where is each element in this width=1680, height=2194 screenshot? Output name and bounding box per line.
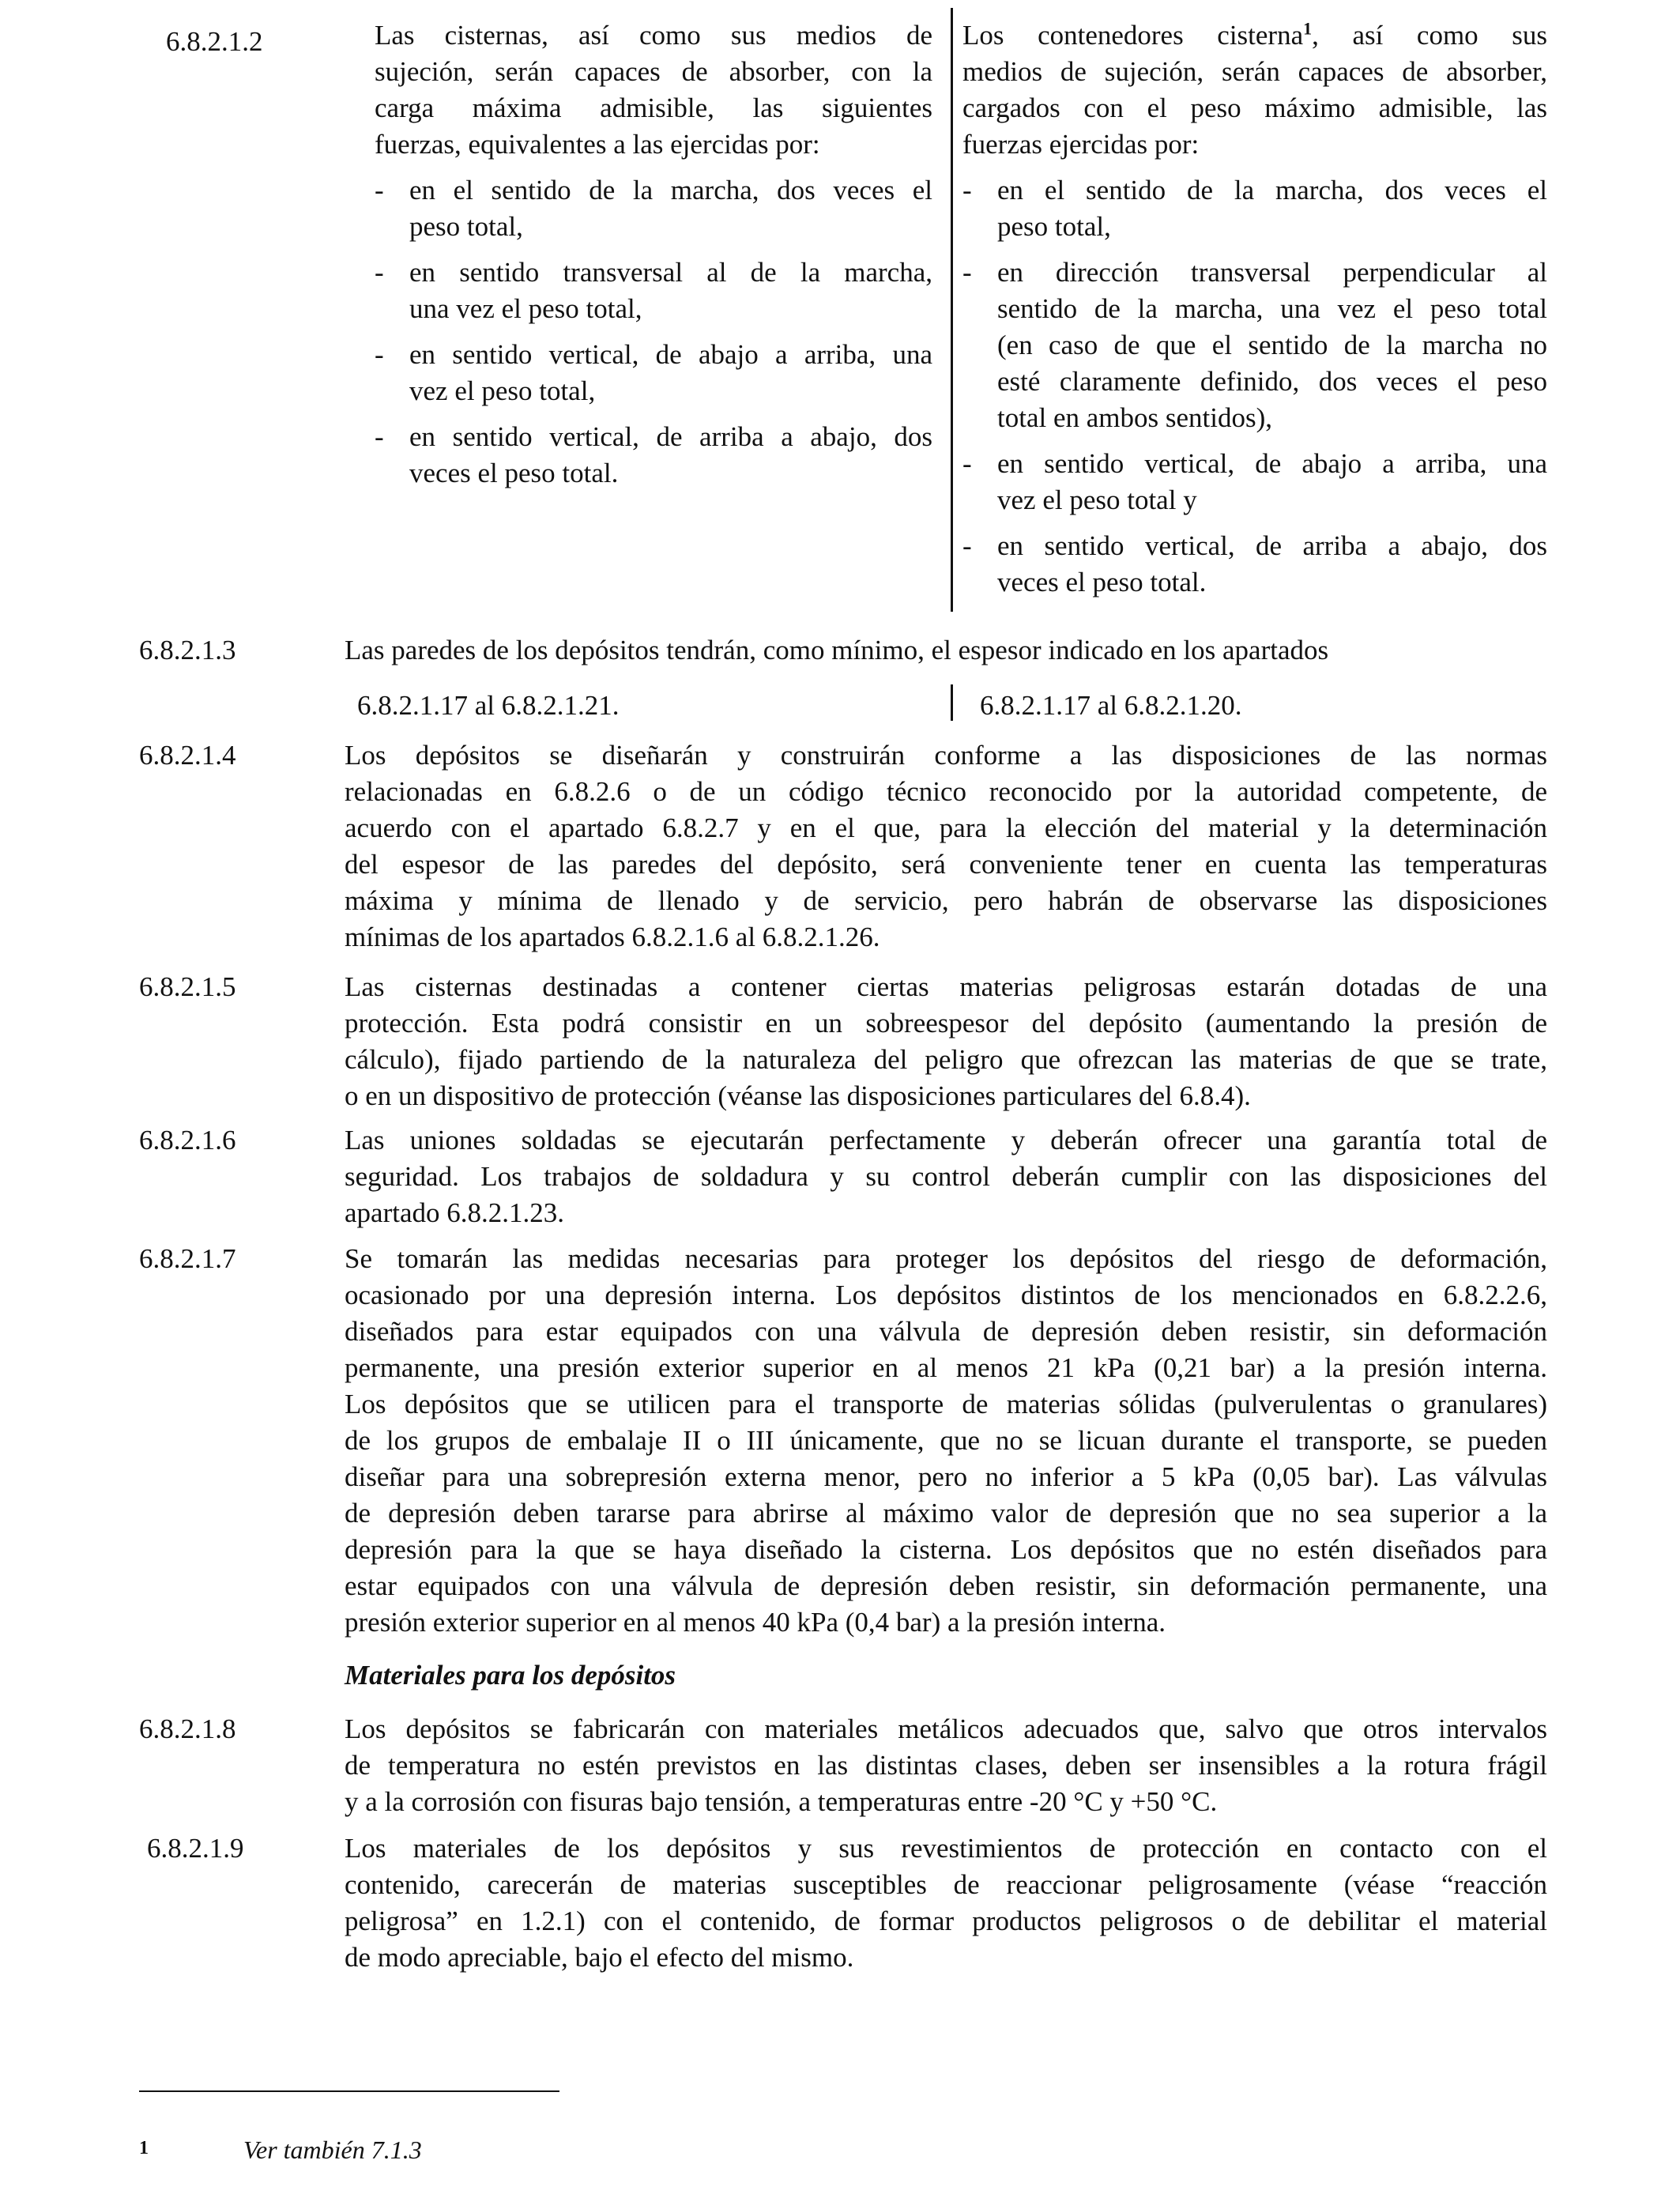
right-column	[962, 17, 1547, 601]
text-line: Las cisternas destinadas a contener ciertas materias peligrosas estarán dotadas de una	[345, 971, 1547, 1002]
text-line: total en ambos sentidos),	[997, 402, 1273, 433]
paragraph	[345, 1711, 1547, 1820]
text-line: peso total,	[997, 211, 1111, 242]
footnote-ref: 1	[1303, 18, 1313, 39]
text-line: estar equipados con una válvula de depresión deben resistir, sin deformación permanente, una	[345, 1570, 1547, 1601]
paragraph	[345, 969, 1547, 1114]
list-item	[375, 337, 932, 409]
footnote-mark: 1	[139, 2138, 149, 2158]
text-line: depresión para la que se haya diseñado la cisterna. Los depósitos que no estén diseñados para	[345, 1534, 1547, 1565]
text-line: apartado 6.8.2.1.23.	[345, 1197, 564, 1228]
section-number: 6.8.2.1.8	[139, 1713, 236, 1744]
footnote-separator	[139, 2090, 559, 2092]
text-line: protección. Esta podrá consistir en un sobreespesor del depósito (aumentando la presión de	[345, 1008, 1547, 1039]
paragraph	[345, 737, 1547, 956]
text-line: sujeción, serán capaces de absorber, con la	[375, 56, 932, 87]
text-line: (en caso de que el sentido de la marcha no	[997, 330, 1547, 360]
paragraph	[345, 1830, 1547, 1976]
text-line: vez el peso total y	[997, 484, 1197, 515]
text-line: en sentido vertical, de abajo a arriba, una	[997, 448, 1547, 479]
text-line: en sentido vertical, de arriba a abajo, dos	[409, 421, 932, 452]
text-line: relacionadas en 6.8.2.6 o de un código técnico reconocido por la autoridad competente, de	[345, 776, 1547, 807]
text-line: diseñar para una sobrepresión externa menor, pero no inferior a 5 kPa (0,05 bar). Las válvulas	[345, 1461, 1547, 1492]
left-column	[375, 17, 932, 492]
text-line: Las cisternas, así como sus medios de	[375, 20, 932, 51]
list-item	[375, 419, 932, 492]
list-item	[962, 254, 1547, 436]
text-line: cargados con el peso máximo admisible, las	[962, 92, 1547, 123]
text-line: veces el peso total.	[409, 458, 619, 488]
text-line: carga máxima admisible, las siguientes	[375, 92, 932, 123]
text-line: del espesor de las paredes del depósito, será conveniente tener en cuenta las temperaturas	[345, 849, 1547, 880]
dash-marker: -	[962, 257, 972, 288]
section-number: 6.8.2.1.4	[139, 740, 236, 771]
text-line: en dirección transversal perpendicular al	[997, 257, 1547, 288]
paragraph	[345, 1241, 1547, 1641]
text-line: esté claramente definido, dos veces el peso	[997, 366, 1547, 397]
section-number: 6.8.2.1.9	[147, 1833, 244, 1864]
dash-marker: -	[375, 339, 384, 370]
text-line: de depresión deben tararse para abrirse al máximo valor de depresión que no sea superior a la	[345, 1498, 1547, 1529]
column-divider	[951, 8, 953, 612]
section-number: 6.8.2.1.5	[139, 971, 236, 1002]
text-line: contenido, carecerán de materias susceptibles de reaccionar peligrosamente (véase “reacción	[345, 1869, 1547, 1900]
paragraph	[345, 1122, 1547, 1231]
list-item	[375, 254, 932, 327]
dash-marker: -	[962, 175, 972, 205]
text-line: fuerzas ejercidas por:	[962, 129, 1200, 160]
text-line: Los contenedores cisterna$^1$, así como sus	[962, 18, 1547, 51]
left-intro	[375, 17, 932, 163]
section-number: 6.8.2.1.7	[139, 1243, 236, 1274]
text-line: o en un dispositivo de protección (véanse las disposiciones particulares del 6.8.4).	[345, 1080, 1251, 1111]
text-line: peso total,	[409, 211, 523, 242]
text-line: acuerdo con el apartado 6.8.2.7 y en el que, para la elección del material y la determinación	[345, 812, 1547, 843]
text-line: de los grupos de embalaje II o III únicamente, que no se licuan durante el transporte, se pueden	[345, 1425, 1547, 1456]
text-line: de temperatura no estén previstos en las distintas clases, deben ser insensibles a la rotura frágil	[345, 1750, 1547, 1781]
text-line: una vez el peso total,	[409, 293, 642, 324]
text-line: Los depósitos se diseñarán y construirán conforme a las disposiciones de las normas	[345, 740, 1547, 771]
section-number: 6.8.2.1.2	[166, 26, 263, 57]
list-item	[375, 172, 932, 245]
right-intro	[962, 17, 1547, 163]
text-line: sentido de la marcha, una vez el peso total	[997, 293, 1547, 324]
text-line: en sentido transversal al de la marcha,	[409, 257, 932, 288]
footnote-text: Ver también 7.1.3	[243, 2136, 422, 2164]
text-line: ocasionado por una depresión interna. Los depósitos distintos de los mencionados en 6.8.2.2.6,	[345, 1280, 1547, 1310]
text-line: Se tomarán las medidas necesarias para proteger los depósitos del riesgo de deformación,	[345, 1243, 1547, 1274]
text-line: de modo apreciable, bajo el efecto del mismo.	[345, 1942, 854, 1973]
text-line: veces el peso total.	[997, 567, 1207, 598]
text-line: seguridad. Los trabajos de soldadura y su control deberán cumplir con las disposiciones del	[345, 1161, 1547, 1192]
text-line: diseñados para estar equipados con una válvula de depresión deben resistir, sin deformación	[345, 1316, 1547, 1347]
section-number: 6.8.2.1.3	[139, 635, 236, 665]
text-line: Los depósitos se fabricarán con materiales metálicos adecuados que, salvo que otros intervalos	[345, 1713, 1547, 1744]
dash-marker: -	[962, 530, 972, 561]
list-item	[962, 446, 1547, 518]
list-item	[962, 172, 1547, 245]
paragraph: Las paredes de los depósitos tendrán, como mínimo, el espesor indicado en los apartados	[345, 635, 1329, 665]
text-line: peligrosa” en 1.2.1) con el contenido, de formar productos peligrosos o de debilitar el material	[345, 1906, 1547, 1936]
text-line: Los depósitos que se utilicen para el transporte de materias sólidas (pulverulentas o granulares)	[345, 1389, 1547, 1419]
dash-marker: -	[962, 448, 972, 479]
text-line: Los materiales de los depósitos y sus revestimientos de protección en contacto con el	[345, 1833, 1547, 1864]
text-line: mínimas de los apartados 6.8.2.1.6 al 6.8.2.1.26.	[345, 922, 880, 952]
text-line: máxima y mínima de llenado y de servicio, pero habrán de observarse las disposiciones	[345, 885, 1547, 916]
text-line: en el sentido de la marcha, dos veces el	[997, 175, 1547, 205]
text-line: en sentido vertical, de arriba a abajo, dos	[997, 530, 1547, 561]
dash-marker: -	[375, 175, 384, 205]
text-line: presión exterior superior en al menos 40 kPa (0,4 bar) a la presión interna.	[345, 1607, 1166, 1638]
text-line: en sentido vertical, de abajo a arriba, una	[409, 339, 932, 370]
text-line: vez el peso total,	[409, 375, 596, 406]
text-line: medios de sujeción, serán capaces de absorber,	[962, 56, 1547, 87]
dash-marker: -	[375, 257, 384, 288]
text-line: fuerzas, equivalentes a las ejercidas por:	[375, 129, 820, 160]
right-variant: 6.8.2.1.17 al 6.8.2.1.20.	[980, 690, 1242, 721]
dash-marker: -	[375, 421, 384, 452]
section-heading: Materiales para los depósitos	[345, 1660, 676, 1691]
text-line: Las uniones soldadas se ejecutarán perfectamente y deberán ofrecer una garantía total de	[345, 1125, 1547, 1155]
left-variant: 6.8.2.1.17 al 6.8.2.1.21.	[357, 690, 620, 721]
section-number: 6.8.2.1.6	[139, 1125, 236, 1155]
text-line: en el sentido de la marcha, dos veces el	[409, 175, 932, 205]
text-line: y a la corrosión con fisuras bajo tensión, a temperaturas entre -20 °C y +50 °C.	[345, 1786, 1218, 1817]
text-line: permanente, una presión exterior superior en al menos 21 kPa (0,21 bar) a la presión interna.	[345, 1352, 1547, 1383]
column-divider	[951, 684, 953, 721]
text-line: cálculo), fijado partiendo de la naturaleza del peligro que ofrezcan las materias de que se trate,	[345, 1044, 1547, 1075]
list-item	[962, 528, 1547, 601]
